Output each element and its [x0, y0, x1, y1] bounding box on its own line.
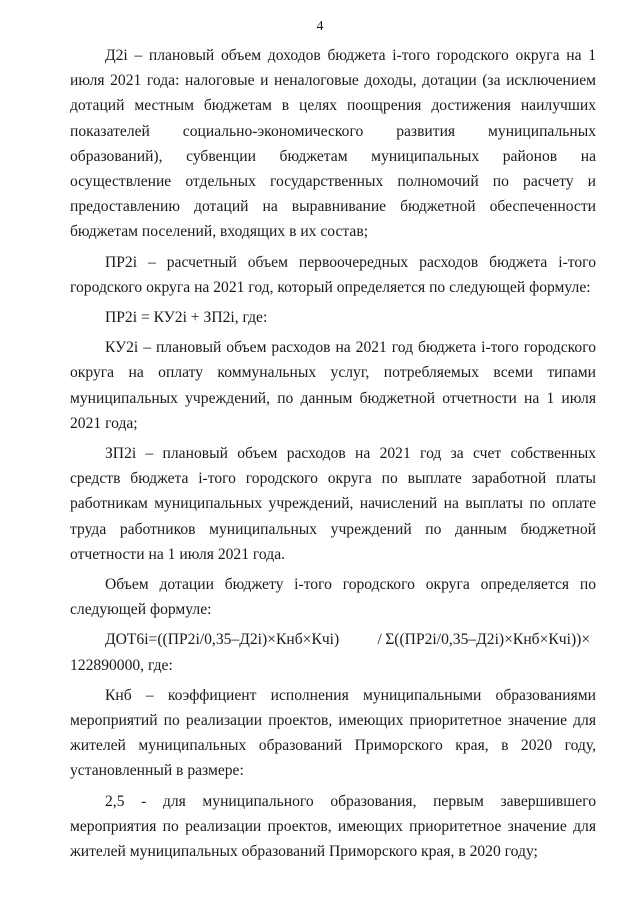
formula-numerator: ДОТ6i=((ПР2i/0,35–Д2i)×Кнб×Кчi)	[105, 631, 340, 649]
paragraph-pr2i-formula: ПР2i = КУ2i + ЗП2i, где:	[105, 309, 268, 327]
subsidy-formula	[70, 627, 596, 652]
paragraph-subsidy-intro: Объем дотации бюджету i-того городского округа определяется по следующей формуле:	[70, 576, 596, 619]
paragraph-zp2i-definition: ЗП2i – плановый объем расходов на 2021 год за счет собственных средств бюджета i-того городского округа по выплате заработной платы работникам муниципальных учреждений, начислений на выплаты по оплате труда работников муниципальных учреждений по данным бюджетной отчетности на 1 июля 2021 года.	[70, 445, 596, 563]
document-body	[70, 43, 596, 864]
formula-denominator: Σ((ПР2i/0,35–Д2i)×Кнб×Кчi))×	[385, 631, 591, 649]
paragraph-ku2i-definition: КУ2i – плановый объем расходов на 2021 год бюджета i-того городского округа на оплату коммунальных услуг, потребляемых всеми типами муниципальных учреждений, по данным бюджетной отчетности на 1 июля 2021 года;	[70, 339, 596, 432]
formula-multiplier: 122890000, где:	[70, 656, 173, 674]
page-number: 4	[316, 19, 324, 34]
formula-divider: /	[377, 631, 382, 649]
paragraph-pr2i-definition: ПР2i – расчетный объем первоочередных расходов бюджета i-того городского округа на 2021 год, который определяется по следующей формуле:	[70, 253, 596, 296]
paragraph-d2i-definition: Д2i – плановый объем доходов бюджета i-того городского округа на 1 июля 2021 года: налоговые и неналоговые доходы, дотации (за исключением дотаций местным бюджетам в целях поощрения достижения наилучших показателей социально-экономического развития муниципальных образований), субвенции бюджетам муниципальных районов на осуществление отдельных государственных полномочий по расчету и предоставлению дотаций на выравнивание бюджетной обеспеченности бюджетам поселений, входящих в их состав;	[70, 47, 596, 241]
paragraph-knb-definition: Кнб – коэффициент исполнения муниципальными образованиями мероприятий по реализации проектов, имеющих приоритетное значение для жителей муниципальных образований Приморского края, в 2020 году, установленный в размере:	[70, 686, 596, 780]
paragraph-knb-value: 2,5 - для муниципального образования, первым завершившего мероприятия по реализации проектов, имеющих приоритетное значение для жителей муниципальных образований Приморского края, в 2020 году;	[70, 792, 596, 861]
